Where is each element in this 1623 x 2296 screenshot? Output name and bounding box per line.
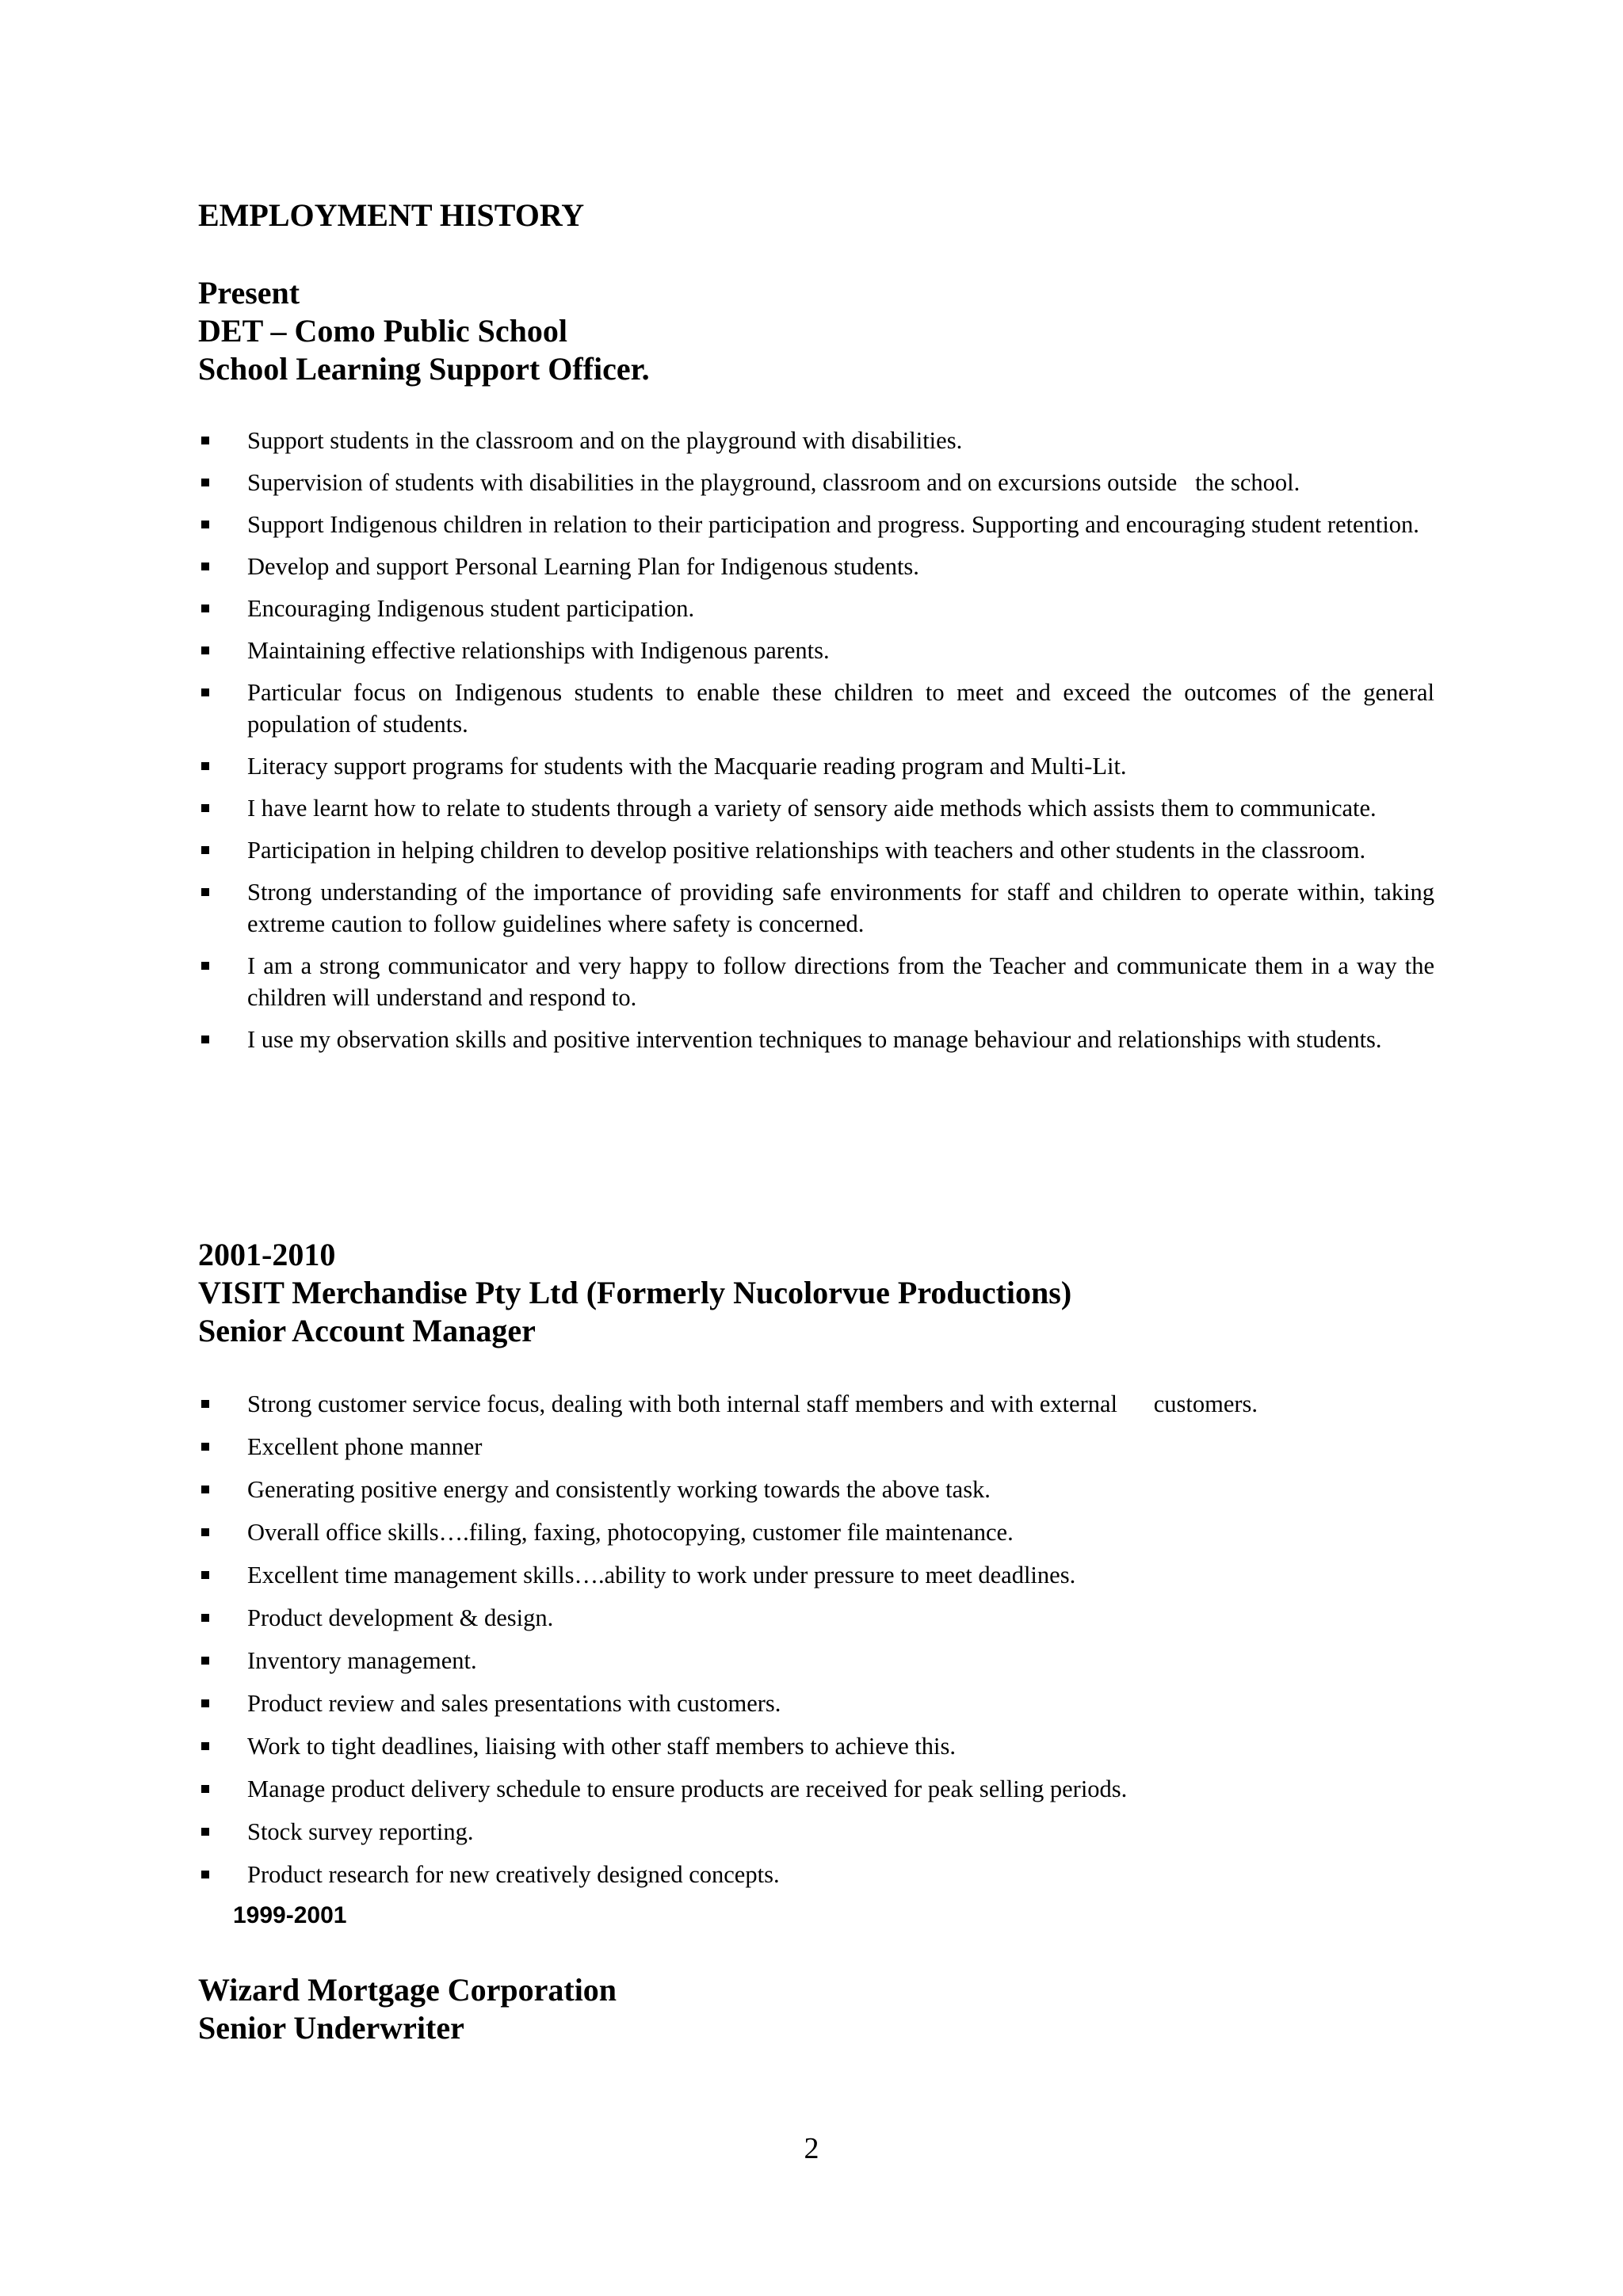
list-item: Particular focus on Indigenous students to enable these children to meet and exceed the outcomes of the general population of students. — [198, 677, 1434, 740]
list-item: Overall office skills….filing, faxing, photocopying, customer file maintenance. — [198, 1516, 1434, 1548]
square-bullet-icon — [201, 1614, 209, 1622]
list-item: Support Indigenous children in relation to their participation and progress. Supporting and encouraging student retention. — [198, 509, 1434, 540]
job-employer: Wizard Mortgage Corporation — [198, 1972, 617, 2008]
job-role: School Learning Support Officer. — [198, 351, 650, 387]
list-item: Participation in helping children to develop positive relationships with teachers and other students in the classroom. — [198, 834, 1434, 866]
list-item: Encouraging Indigenous student participation. — [198, 593, 1434, 624]
square-bullet-icon — [201, 1828, 209, 1836]
list-item: Inventory management. — [198, 1645, 1434, 1676]
list-item: Product development & design. — [198, 1602, 1434, 1634]
list-item: I use my observation skills and positive intervention techniques to manage behaviour and relationships with students. — [198, 1024, 1434, 1055]
square-bullet-icon — [201, 605, 209, 612]
job-period: Present — [198, 275, 300, 311]
list-item: Excellent time management skills….ability to work under pressure to meet deadlines. — [198, 1559, 1434, 1591]
square-bullet-icon — [201, 479, 209, 486]
job-employer: VISIT Merchandise Pty Ltd (Formerly Nucolorvue Productions) — [198, 1275, 1072, 1310]
square-bullet-icon — [201, 1443, 209, 1451]
square-bullet-icon — [201, 521, 209, 528]
list-item: Strong understanding of the importance of providing safe environments for staff and children to operate within, taking extreme caution to follow guidelines where safety is concerned. — [198, 876, 1434, 940]
list-item: Supervision of students with disabilities in the playground, classroom and on excursions outside the school. — [198, 467, 1434, 498]
list-item: Manage product delivery schedule to ensure products are received for peak selling periods. — [198, 1773, 1434, 1805]
square-bullet-icon — [201, 688, 209, 696]
list-item: Excellent phone manner — [198, 1431, 1434, 1463]
job-role: Senior Underwriter — [198, 2010, 464, 2046]
page-number: 2 — [804, 2132, 819, 2165]
list-item: Develop and support Personal Learning Plan for Indigenous students. — [198, 551, 1434, 582]
square-bullet-icon — [201, 962, 209, 970]
list-item: Support students in the classroom and on the playground with disabilities. — [198, 425, 1434, 456]
list-item: Generating positive energy and consistently working towards the above task. — [198, 1474, 1434, 1505]
list-item: Maintaining effective relationships with Indigenous parents. — [198, 635, 1434, 666]
square-bullet-icon — [201, 1571, 209, 1579]
square-bullet-icon — [201, 437, 209, 444]
square-bullet-icon — [201, 762, 209, 770]
job-role: Senior Account Manager — [198, 1313, 536, 1348]
square-bullet-icon — [201, 804, 209, 812]
list-item: Product research for new creatively designed concepts. — [198, 1859, 1434, 1890]
list-item: I have learnt how to relate to students through a variety of sensory aide methods which assists them to communicate. — [198, 792, 1434, 824]
square-bullet-icon — [201, 1400, 209, 1408]
square-bullet-icon — [201, 1699, 209, 1707]
job-employer: DET – Como Public School — [198, 313, 567, 349]
square-bullet-icon — [201, 646, 209, 654]
square-bullet-icon — [201, 1785, 209, 1793]
section-title: EMPLOYMENT HISTORY — [198, 197, 585, 233]
list-item: Literacy support programs for students with the Macquarie reading program and Multi-Lit. — [198, 750, 1434, 782]
job-header-2 — [198, 1236, 1071, 1350]
square-bullet-icon — [201, 1528, 209, 1536]
list-item: Product review and sales presentations with customers. — [198, 1688, 1434, 1719]
square-bullet-icon — [201, 563, 209, 570]
list-item: I am a strong communicator and very happy to follow directions from the Teacher and communicate them in a way the children will understand and respond to. — [198, 950, 1434, 1013]
job-header-1 — [198, 274, 650, 388]
list-item: Work to tight deadlines, liaising with other staff members to achieve this. — [198, 1730, 1434, 1762]
duties-list-1 — [198, 425, 1434, 1066]
square-bullet-icon — [201, 1035, 209, 1043]
job-period: 1999-2001 — [233, 1902, 347, 1928]
square-bullet-icon — [201, 1486, 209, 1493]
square-bullet-icon — [201, 1871, 209, 1878]
square-bullet-icon — [201, 1657, 209, 1665]
square-bullet-icon — [201, 846, 209, 854]
list-item: Strong customer service focus, dealing with both internal staff members and with external customers. — [198, 1388, 1434, 1420]
square-bullet-icon — [201, 1742, 209, 1750]
duties-list-2 — [198, 1388, 1434, 1901]
square-bullet-icon — [201, 888, 209, 896]
job-period: 2001-2010 — [198, 1237, 336, 1272]
list-item: Stock survey reporting. — [198, 1816, 1434, 1848]
job-header-3 — [198, 1971, 617, 2047]
